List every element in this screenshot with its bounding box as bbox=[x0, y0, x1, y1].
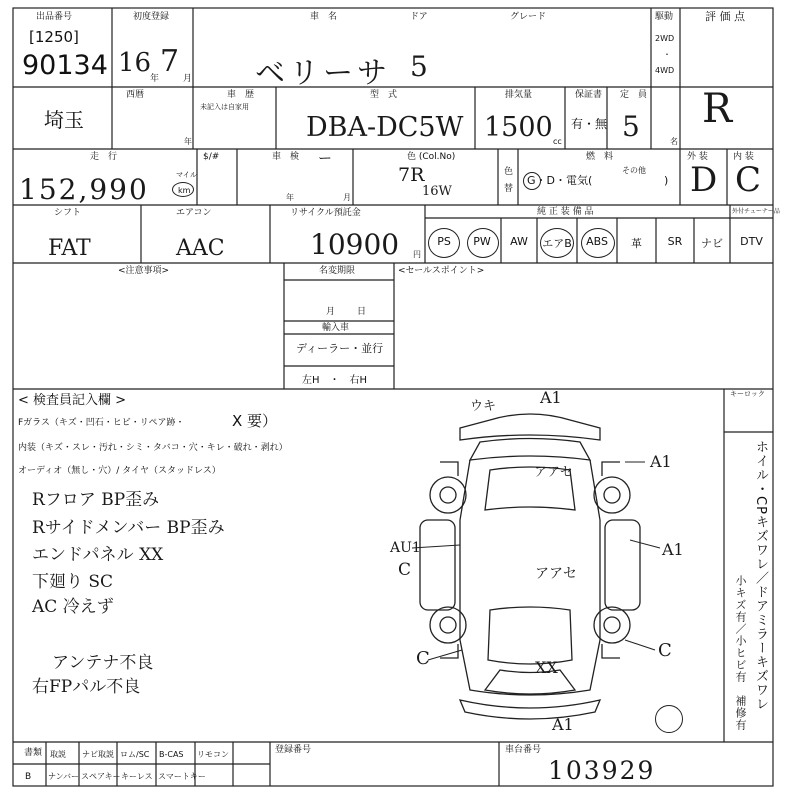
recycle: 10900 bbox=[310, 228, 400, 261]
door-label: ドア bbox=[410, 12, 428, 22]
drive-label: 駆動 bbox=[655, 12, 674, 22]
yen-unit: 円 bbox=[413, 250, 421, 259]
option-ps: PS bbox=[437, 235, 451, 248]
history-note: 未記入は自家用 bbox=[200, 103, 249, 111]
tuner-label: 外付チューナー品 bbox=[732, 208, 780, 215]
ac-label: エアコン bbox=[176, 208, 212, 218]
grade-label: グレード bbox=[510, 12, 547, 22]
car-name: ベリーサ bbox=[255, 56, 391, 91]
inspection-year-unit: 年 bbox=[286, 193, 294, 202]
footer-item-bcas: B-CAS bbox=[159, 750, 184, 759]
score-label: 評 価 点 bbox=[705, 10, 745, 23]
interior-label: 内 装 bbox=[733, 152, 754, 162]
side-note-2: 小キズ有／小ヒビ有 補修有 bbox=[734, 575, 747, 731]
color-label: 色 (Col.No) bbox=[407, 152, 456, 162]
shift: FAT bbox=[48, 236, 91, 261]
dealer-option: ディーラー・並行 bbox=[296, 342, 384, 355]
fuel-label: 燃 料 bbox=[586, 152, 614, 162]
model-label: 型 式 bbox=[370, 90, 398, 100]
color-change-label: 色替 bbox=[502, 166, 512, 200]
cc-unit: cc bbox=[553, 137, 562, 146]
footer-item-smart-key: スマートキー bbox=[158, 772, 206, 781]
fuel-options: G・D・電気( bbox=[527, 174, 593, 187]
option-abs: ABS bbox=[586, 235, 608, 248]
damage-mark: A1 bbox=[552, 715, 574, 734]
capacity-unit: 名 bbox=[670, 137, 678, 146]
ac: AAC bbox=[176, 236, 225, 261]
color-sub: 16W bbox=[422, 184, 452, 199]
month-unit: 月 bbox=[183, 74, 193, 84]
first-reg-month: 7 bbox=[160, 44, 180, 79]
inspector-note: Rフロア BP歪み bbox=[32, 490, 160, 510]
inspector-note: Rサイドメンバー BP歪み bbox=[32, 518, 225, 538]
footer-item-navi-manual: ナビ取説 bbox=[82, 750, 114, 759]
inspection-month-unit: 月 bbox=[343, 193, 351, 202]
sales-label: <セールスポイント> bbox=[398, 266, 485, 276]
deadline-month: 月 bbox=[326, 307, 336, 317]
side-note: ホイル・CPキズワレ／ドアミラーキズワレ bbox=[753, 440, 768, 711]
option-leather: 革 bbox=[631, 237, 642, 250]
score: R bbox=[702, 86, 733, 132]
first-reg-year: 16 bbox=[118, 48, 152, 78]
option-dtv: DTV bbox=[740, 235, 763, 248]
warranty-options: 有・無 bbox=[571, 117, 608, 131]
interior-line: 内装（キズ・スレ・汚れ・シミ・タバコ・穴・キレ・破れ・剥れ） bbox=[18, 443, 288, 453]
exterior-label: 外 装 bbox=[687, 152, 708, 162]
region: 埼玉 bbox=[44, 108, 84, 132]
mile-label: マイル bbox=[176, 171, 197, 179]
history-label: 車 歴 bbox=[227, 90, 255, 100]
footer-item-manual: 取説 bbox=[50, 750, 66, 759]
footer-item-keyless: キーレス bbox=[121, 772, 153, 781]
capacity: 5 bbox=[622, 110, 640, 143]
western-year-suffix: 年 bbox=[184, 137, 192, 146]
damage-mark: C bbox=[658, 640, 672, 661]
damage-mark: アアセ bbox=[535, 566, 577, 582]
option-navi: ナビ bbox=[701, 237, 723, 250]
km-label: km bbox=[178, 186, 191, 195]
drive-4wd: 4WD bbox=[655, 66, 675, 75]
inspector-note: 下廻り SC bbox=[32, 572, 114, 592]
option-airbag: エアB bbox=[542, 237, 572, 250]
audio-line: オーディオ（無し・穴）/ タイヤ（スタッドレス） bbox=[18, 466, 221, 476]
inspection-value: ー bbox=[318, 151, 332, 167]
doors: 5 bbox=[410, 50, 428, 83]
displacement: 1500 bbox=[484, 112, 553, 143]
handle-option: 左H ・ 右H bbox=[302, 375, 368, 386]
damage-mark: ウキ bbox=[470, 399, 497, 414]
inspection-label: 車 検 bbox=[272, 152, 300, 162]
drive-2wd: 2WD bbox=[655, 34, 675, 43]
chassis-no: 103929 bbox=[548, 756, 656, 785]
chassis-label: 車台番号 bbox=[505, 745, 542, 755]
option-aw: AW bbox=[510, 235, 528, 248]
caution-label: <注意事項> bbox=[118, 266, 170, 276]
damage-mark: アアセ bbox=[534, 465, 573, 480]
auction-no-label: 出品番号 bbox=[36, 12, 73, 22]
shift-label: シフト bbox=[54, 208, 82, 218]
mileage: 152,990 bbox=[19, 173, 149, 206]
inspector-title: < 検査員記入欄 > bbox=[18, 393, 127, 408]
damage-mark: C bbox=[398, 560, 412, 580]
inspector-note: 右FPパル不良 bbox=[32, 677, 141, 697]
exterior: D bbox=[690, 160, 718, 200]
fuel-close: ) bbox=[664, 174, 669, 187]
equipment-label: 純 正 装 備 品 bbox=[537, 207, 594, 217]
footer-docs-label: 書類 bbox=[24, 748, 43, 758]
damage-mark: A1 bbox=[540, 388, 562, 407]
model: DBA-DC5W bbox=[306, 112, 464, 143]
car-name-label: 車 名 bbox=[310, 12, 338, 22]
deadline-label: 名変期限 bbox=[319, 266, 356, 276]
fuel-other: その他 bbox=[622, 166, 646, 175]
option-sr: SR bbox=[667, 235, 683, 248]
auction-no: 90134 bbox=[22, 50, 108, 81]
mileage-label: 走 行 bbox=[90, 152, 118, 162]
recycle-label: リサイクル預託金 bbox=[290, 208, 361, 218]
footer-item-rom: ロム/SC bbox=[120, 750, 150, 759]
color-code: 7R bbox=[398, 164, 425, 186]
reg-no-label: 登録番号 bbox=[275, 745, 312, 755]
sdollar-label: $/# bbox=[203, 152, 220, 162]
inspector-note: アンテナ不良 bbox=[52, 653, 154, 673]
footer-docs-b: B bbox=[25, 772, 32, 782]
inspector-note: エンドパネル XX bbox=[32, 545, 164, 565]
fglass-line: Fガラス（キズ・凹石・ヒビ・リペア跡・ bbox=[18, 418, 185, 428]
fglass-mark: X 要） bbox=[232, 412, 278, 430]
damage-mark: A1 bbox=[650, 452, 672, 471]
footer-item-remote: リモコン bbox=[197, 750, 229, 759]
deadline-day: 日 bbox=[357, 307, 367, 317]
warranty-label: 保証書 bbox=[575, 90, 603, 100]
option-pw: PW bbox=[473, 235, 491, 248]
damage-mark: XX bbox=[535, 658, 558, 677]
year-unit: 年 bbox=[150, 74, 160, 84]
damage-mark: C bbox=[416, 648, 430, 669]
import-label: 輸入車 bbox=[322, 323, 350, 333]
western-year-label: 西暦 bbox=[126, 90, 145, 100]
inspector-note: AC 冷えず bbox=[32, 597, 114, 617]
damage-mark: A1 bbox=[662, 540, 684, 559]
key-label: キーロック bbox=[730, 390, 765, 398]
displacement-label: 排気量 bbox=[505, 90, 533, 100]
first-reg-label: 初度登録 bbox=[133, 12, 170, 22]
lot-prefix: [1250] bbox=[29, 28, 79, 46]
drive-sep: ・ bbox=[663, 50, 671, 59]
interior: C bbox=[735, 160, 762, 200]
footer-item-plate: ナンバー bbox=[48, 772, 80, 781]
footer-item-spare-key: スペアキー bbox=[81, 772, 121, 781]
capacity-label: 定 員 bbox=[620, 90, 648, 100]
damage-mark: AU1 bbox=[390, 540, 421, 556]
